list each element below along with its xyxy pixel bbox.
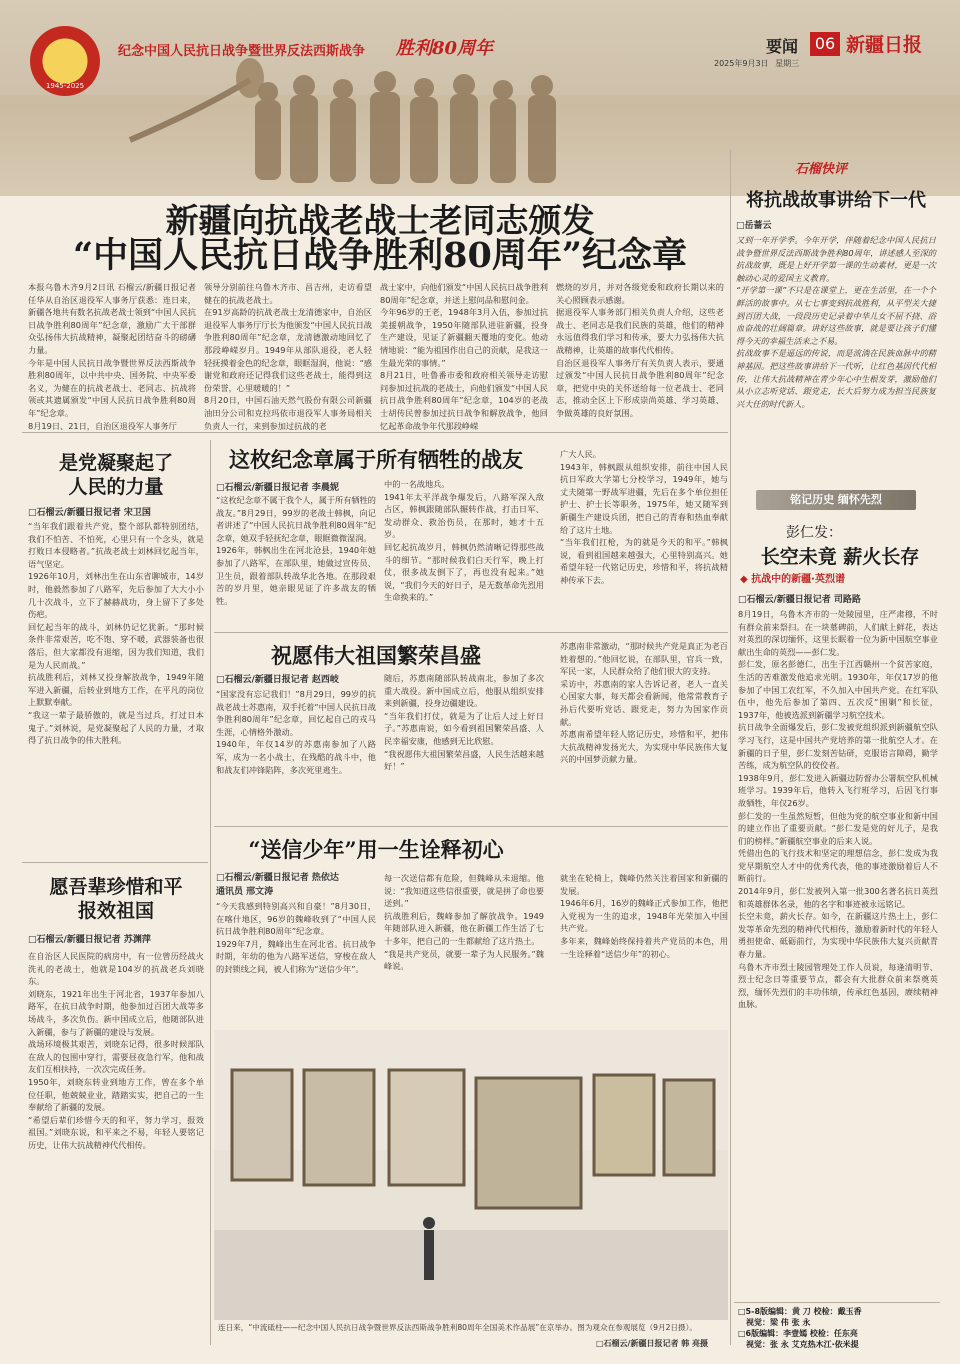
main-col-4: 燃烧的岁月，并对各级党委和政府长期以来的关心照顾表示感谢。 据退役军人事务部门相关负责人介绍，这些老战士、老同志是我们民族的英雄，他们的精神永远值得我们学习和传承，要大力弘扬伟大抗战精神，让英雄的故事代代相传。 自治区退役军人事务厅有关负责人表示，要通过颁发“中国人民抗日战争胜利80周年”纪念章，把党中央的关怀送给每一位老战士、老同志，推动全区上下形成崇尚英雄、学习英雄、争做英雄的良好氛围。	[556, 282, 724, 418]
history-ribbon	[756, 490, 916, 510]
paper-name: 新疆日报	[846, 34, 923, 56]
exhibition-photo	[214, 1030, 728, 1320]
main-col-1: 本报乌鲁木齐9月2日讯 石榴云/新疆日报记者任华从自治区退役军人事务厅获悉：连日来，新疆各地共有数名抗战老战士领到“中国人民抗日战争胜利80周年”纪念章，激励广大干部群众弘扬伟大抗战精神，凝聚起团结奋斗的磅礴力量。 今年是中国人民抗日战争暨世界反法西斯战争胜利80周年，以中共中央、国务院、中央军委名义，为健在的抗战老战士、老同志、抗战将领或其遗属颁发“中国人民抗日战争胜利80周年”纪念章。 8月19日、21日，自治区退役军人事务厅	[28, 282, 196, 431]
feature-a-title: 这枚纪念章属于所有牺牲的战友	[229, 447, 523, 472]
right-series	[740, 570, 845, 585]
anniversary-badge	[30, 26, 100, 96]
main-title-line1: 新疆向抗战老战士老同志颁发	[165, 201, 595, 240]
main-col-2: 领导分别前往乌鲁木齐市、昌吉州，走访看望健在的抗战老战士。 在91岁高龄的抗战老战士龙清德家中，自治区退役军人事务厅厅长为他颁发“中国人民抗日战争胜利80周年”纪念章，龙清德激动地回忆了那段峥嵘岁月。1949年从部队退役，老人轻轻抚摸着金色的纪念章，眼眶湿润，他说：“感谢党和政府还记得我们这些老战士，能得到这份荣誉，心里暖暖的！” 8月20日，中国石油天然气股份有限公司新疆油田分公司和克拉玛依市退役军人事务局相关负责人一行，来到参加过抗战的老	[204, 282, 372, 431]
feature-b-col-1: “国家没有忘记我们！”8月29日，99岁的抗战老战士苏惠南，双手托着“中国人民抗日战争胜利80周年”纪念章，回忆起自己的戎马生涯，心情格外激动。 1940年，年仅14岁的苏惠南参加了八路军，成为一名小战士，在残酷的战斗中，他和战友们冲锋陷阵，多次死里逃生。	[216, 689, 376, 775]
left2-byline: □石榴云/新疆日报记者 苏渊萍	[28, 935, 151, 945]
feature-c-byline-2: 通讯员 邢文涛	[216, 887, 274, 897]
feature-b-col-2: 随后，苏惠南随部队转战南北，参加了多次重大战役。新中国成立后，他服从组织安排来到新疆，投身边疆建设。 “当年我们打仗，就是为了让后人过上好日子。”苏惠南说，如今看到祖国繁荣昌盛、人民幸福安康，他感到无比欣慰。 “我祝愿伟大祖国繁荣昌盛，人民生活越来越好！”	[384, 673, 544, 772]
ribbon-label: 铭记历史 缅怀先烈	[790, 493, 882, 506]
left1-byline: □石榴云/新疆日报记者 宋卫国	[28, 508, 151, 518]
feature-b-title: 祝愿伟大祖国繁荣昌盛	[271, 643, 481, 668]
main-title-line2: “中国人民抗日战争胜利80周年”纪念章	[73, 235, 687, 276]
feature-c-byline-1: □石榴云/新疆日报记者 热依达	[216, 873, 339, 883]
footer-line-1: □5-8版编辑：黄 刀 校检：戴玉香	[738, 1307, 862, 1316]
date: 2025年9月3日	[714, 59, 769, 68]
footer-line-2: 视觉：梁 伟 张 永	[746, 1318, 811, 1327]
feature-a-col-2: 中的一名战地兵。 1941年太平洋战争爆发后，八路军深入敌占区，韩枫跟随部队辗转作战，打击日军、发动群众、救治伤员，在那时，她才十五岁。 回忆起抗战岁月，韩枫仍然清晰记得那些战斗的细节。“那时候我们白天行军，晚上打仗，很多战友倒下了，再也没有起来。”她说，“我们今天的好日子，是无数革命先烈用生命换来的。”	[384, 479, 544, 603]
feature-c-col-3: 就坐在轮椅上，魏峰仍然关注着国家和新疆的发展。 1946年6月，16岁的魏峰正式参加工作，他把入党视为一生的追求，1948年光荣加入中国共产党。 多年来，魏峰始终保持着共产党员的本色，用一生诠释着“送信少年”的初心。	[560, 873, 728, 959]
page-number: 06	[810, 32, 840, 56]
editorial-title: 将抗战故事讲给下一代	[746, 190, 926, 211]
left1-title-line1: 是党凝聚起了	[58, 452, 173, 474]
right-kicker: 彭仁发：	[786, 525, 842, 541]
feature-b-byline: □石榴云/新疆日报记者 赵西岐	[216, 675, 339, 685]
left2-body: 在自治区人民医院的病房中，有一位曾历经战火洗礼的老战士，他就是104岁的抗战老兵刘晓东。 刘晓东，1921年出生于河北省，1937年参加八路军，在抗日战争时期，他参加过百团大战等多场战斗，多次负伤。新中国成立后，他随部队进入新疆，参与了新疆的建设与发展。 战场环境极其艰苦，刘晓东记得，很多时候部队在敌人的包围中穿行，需要昼夜急行军，他和战友们互相扶持，一次次完成任务。 1950年，刘晓东转业到地方工作，曾在多个单位任职，他兢兢业业，踏踏实实，把自己的一生奉献给了新疆的发展。 “希望后辈们珍惜今天的和平，努力学习，报效祖国。”刘晓东说，和平来之不易，年轻人要铭记历史，让伟大抗战精神代代相传。	[28, 951, 204, 1150]
feature-b-col-3: 苏惠南非常激动，“那时候共产党是真正为老百姓着想的。”他回忆说，在部队里，官兵一致，军民一家，人民群众给了他们很大的支持。 采访中，苏惠南的家人告诉记者，老人一直关心国家大事，每天都会看新闻，他常常教育子孙后代要听党话、跟党走，努力为国家作贡献。 苏惠南希望年轻人铭记历史，珍惜和平，把伟大抗战精神发扬光大，为实现中华民族伟大复兴的中国梦贡献力量。	[560, 641, 728, 765]
left1-body: “当年我们跟着共产党，整个部队都特别团结，我们不怕苦、不怕死，心里只有一个念头，就是打败日本侵略者。”抗战老战士刘林回忆起当年，语气坚定。 1926年10月，刘林出生在山东省聊城市，14岁时，他毅然参加了八路军，先后参加了大大小小几十次战斗，立下了赫赫战功，身上留下了多处伤疤。 回忆起当年的战斗，刘林仍记忆犹新。“那时候条件非常艰苦，吃不饱、穿不暖，武器装备也很落后，但大家都没有退缩，因为我们知道，我们是为人民而战。” 抗战胜利后，刘林又投身解放战争，1949年随军进入新疆，后转业到地方工作，在平凡的岗位上默默奉献。 “我这一辈子最骄傲的，就是当过兵，打过日本鬼子。”刘林说，是党凝聚起了人民的力量，才取得了抗日战争的伟大胜利。	[28, 521, 204, 746]
photo-caption: 连日来，“中流砥柱——纪念中国人民抗日战争暨世界反法西斯战争胜利80周年全国美术作品展”在京举办。图为观众在参观展览（9月2日摄）。	[218, 1323, 698, 1332]
feature-c-col-1: “今天我感到特别高兴和自豪！”8月30日，在喀什地区，96岁的魏峰收到了“中国人民抗日战争胜利80周年”纪念章。 1929年7月，魏峰出生在河北省。抗日战争时期，年幼的他为八路军送信，穿梭在敌人的封锁线之间，被人们称为“送信少年”。	[216, 901, 376, 974]
section-label: 要闻	[766, 37, 799, 56]
feature-c-col-2: 每一次送信都有危险，但魏峰从未退缩。他说：“我知道这些信很重要，就是拼了命也要送到。” 抗战胜利后，魏峰参加了解放战争。1949年随部队进入新疆，他在新疆工作生活了七十多年，把自己的一生都献给了这片热土。 “我是共产党员，就要一辈子为人民服务。”魏峰说。	[384, 873, 544, 972]
right-body: 8月19日，乌鲁木齐市的一处陵园里，庄严肃穆，不时有群众前来祭扫。在一块墓碑前，人们献上鲜花，表达对英烈的深切缅怀，这里长眠着一位为新中国航空事业献出生命的英烈——彭仁发。 彭仁发，原名彭德仁，出生于江西赣州一个贫苦家庭，生活的苦难激发他追求光明。1930年，年仅17岁的他参加了中国工农红军，不久加入中国共产党。在红军队伍中，他先后参加了第四、五次反“围剿”和长征，1937年，他被选派到新疆学习航空技术。 抗日战争全面爆发后，彭仁发被党组织派到新疆航空队学习飞行，这是中国共产党培养的第一批航空人才。在新疆的日子里，彭仁发刻苦钻研，克服语言障碍，勤学苦练，成为航空队的佼佼者。 1938年9月，彭仁发进入新疆边防督办公署航空队机械班学习。1939年后，他转入飞行班学习，后因飞行事故牺牲，年仅26岁。 彭仁发的一生虽然短暂，但他为党的航空事业和新中国的建立作出了重要贡献。“彭仁发是党的好儿子，是我们的榜样。”新疆航空事业的后来人说。 凭借出色的飞行技术和坚定的理想信念，彭仁发成为我党早期航空人才中的优秀代表，他的事迹激励着后人不断前行。 2014年9月，彭仁发被列入第一批300名著名抗日英烈和英雄群体名录，他的名字和事迹被永远铭记。 长空未竟，薪火长存。如今，在新疆这片热土上，彭仁发等革命先烈的精神代代相传，激励着新时代的年轻人勇担使命、砥砺前行，为实现中华民族伟大复兴贡献青春力量。 乌鲁木齐市烈士陵园管理处工作人员说，每逢清明节、烈士纪念日等重要节点，都会有大批群众前来祭奠英烈，缅怀先烈们的丰功伟绩，传承红色基因，赓续精神血脉。	[738, 609, 938, 1010]
feature-c-title: “送信少年”用一生诠释初心	[248, 837, 504, 862]
left1-title-line2: 人民的力量	[68, 476, 164, 498]
series-bullet-icon: ◆	[740, 574, 748, 585]
banner-brush: 胜利80周年	[396, 38, 494, 59]
feature-a-col-1: “这枚纪念章不属于我个人，属于所有牺牲的战友。”8月29日，99岁的老战士韩枫，向记者讲述了“中国人民抗日战争胜利80周年”纪念章，她双手轻抚纪念章，眼眶微微湿润。 1926年，韩枫出生在河北沧县，1940年她参加了八路军，在部队里，她做过宣传员、卫生员，跟着部队转战华北各地。在那段艰苦的岁月里，她亲眼见证了许多战友的牺牲。	[216, 495, 376, 606]
badge-years: 1945-2025	[45, 82, 85, 90]
right-title: 长空未竟 薪火长存	[760, 546, 920, 568]
feature-a-col-3: 广大人民。 1943年，韩枫跟从组织安排，前往中国人民抗日军政大学第七分校学习，1949年，她与丈夫随第一野战军进疆，先后在多个单位担任护士、护士长等职务，1975年，她又随军到新疆生产建设兵团，把自己的青春和热血奉献给了这片土地。 “当年我们扛枪，为的就是今天的和平。”韩枫说，看到祖国越来越强大，心里特别高兴。她希望年轻一代铭记历史，珍惜和平，将抗战精神传承下去。	[560, 449, 728, 585]
footer-credits	[738, 1306, 938, 1350]
footer-line-4: 视觉：张 永 艾克热木江·依米提	[746, 1340, 859, 1349]
editorial-brand: 石榴快评	[795, 162, 848, 177]
photo-credit: □石榴云/新疆日报记者 韩 亮摄	[596, 1339, 709, 1348]
issue-date	[714, 58, 799, 69]
editorial-body: 又到一年开学季。今年开学，伴随着纪念中国人民抗日战争暨世界反法西斯战争胜利80周年，讲述感人至深的抗战故事，既是上好开学第一课的生动素材，更是一次触动心灵的爱国主义教育。 “开学第一课”不只是在课堂上，更在生活里，在一个个鲜活的故事中。从七七事变到抗战胜利，从平型关大捷到百团大战，一段段历史记录着中华儿女不屈不挠、浴血奋战的壮阔篇章。讲好这些故事，就是要让孩子们懂得今天的幸福生活来之不易。 抗战故事不是遥远的传说，而是流淌在民族血脉中的精神基因。把这些故事讲给下一代听，让红色基因代代相传，让伟大抗战精神在青少年心中生根发芽，激励他们从小立志听党话、跟党走，长大后努力成为担当民族复兴大任的时代新人。	[736, 235, 936, 409]
left2-title-line2: 报效祖国	[77, 900, 154, 922]
banner-title: 纪念中国人民抗日战争暨世界反法西斯战争	[118, 44, 366, 59]
footer-line-3: □6版编辑：李壹嫣 校检：任东亮	[738, 1329, 858, 1338]
feature-a-byline: □石榴云/新疆日报记者 李晨妮	[216, 483, 339, 493]
left2-title-line1: 愿吾辈珍惜和平	[49, 876, 183, 898]
right-byline: □石榴云/新疆日报记者 司路路	[738, 595, 861, 605]
editorial-author: □岳蔷云	[736, 221, 772, 231]
series-label: 抗战中的新疆·英烈谱	[751, 574, 845, 585]
weekday: 星期三	[775, 59, 800, 68]
main-col-3: 战士家中，向他们颁发“中国人民抗日战争胜利80周年”纪念章，并送上慰问品和慰问金。 今年96岁的王老，1948年3月入伍，参加过抗美援朝战争，1950年随部队进驻新疆，投身生产建设，见证了新疆翻天覆地的变化。他动情地说：“能为祖国作出自己的贡献，是我这一生最光荣的事情。” 8月21日，吐鲁番市委和政府相关领导走访慰问参加过抗战的老战士，向他们颁发“中国人民抗日战争胜利80周年”纪念章，104岁的老战士胡传民曾参加过抗日战争和解放战争，他回忆起革命战争年代那段峥嵘	[380, 282, 548, 431]
